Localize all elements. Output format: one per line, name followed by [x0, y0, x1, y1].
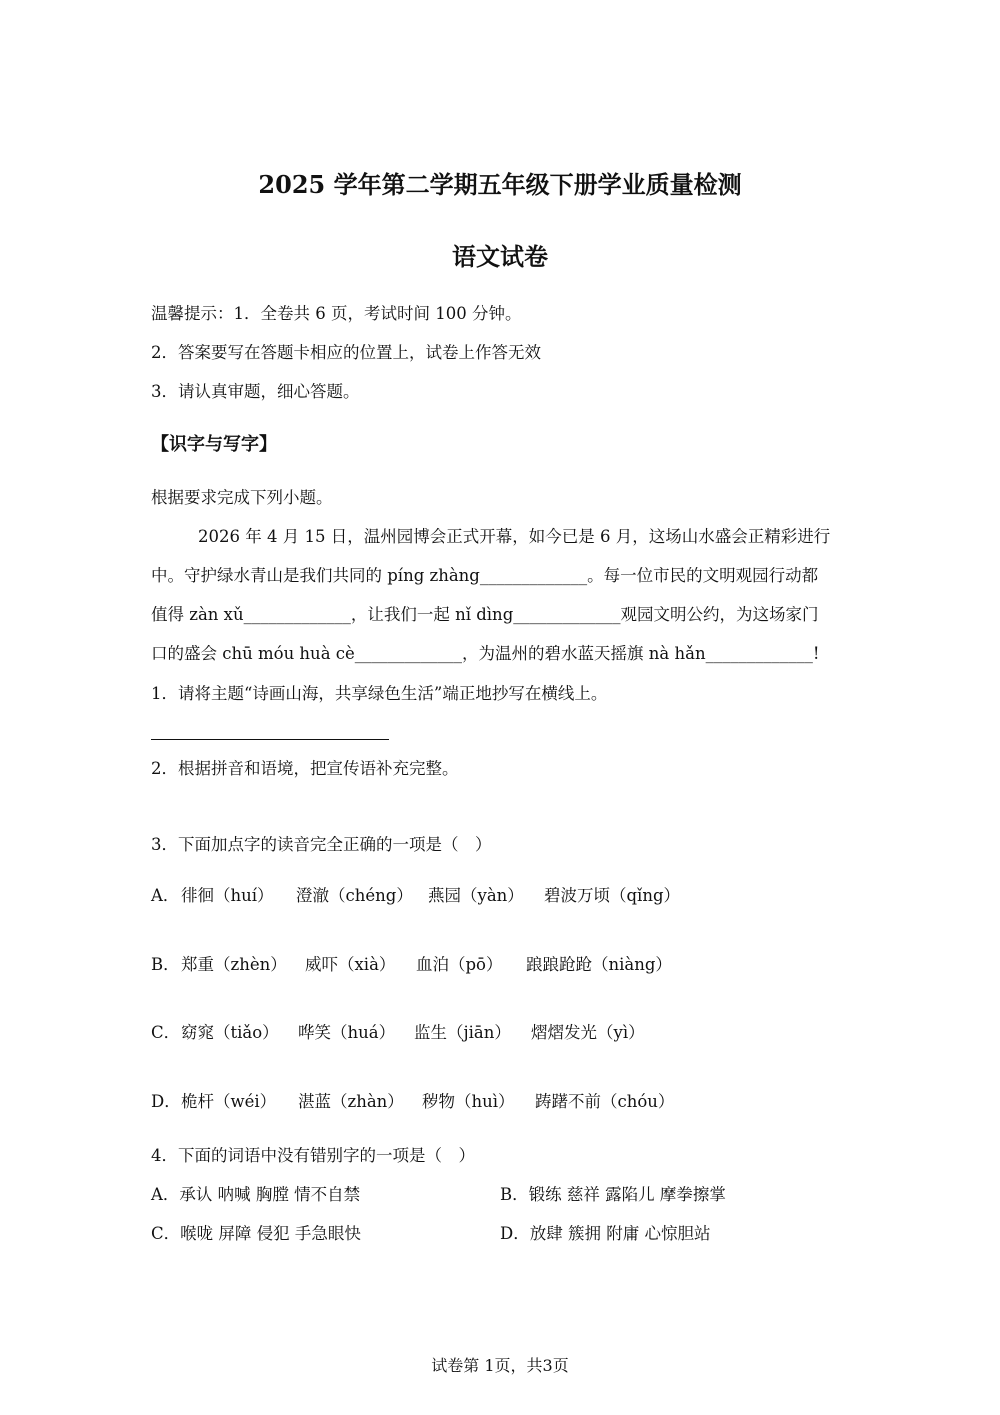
- exam-subtitle: 语文试卷: [452, 242, 548, 271]
- q3-option-b-item-4: 踉踉跄跄（niàng）: [526, 955, 672, 974]
- question-4: 4．下面的词语中没有错别字的一项是（ ）: [151, 1146, 475, 1165]
- passage-line-4: 口的盛会 chū móu huà cè_____________，为温州的碧水蓝天摇旗 nà hǎn_____________!: [151, 644, 820, 663]
- notice-line-2: 2．答案要写在答题卡相应的位置上，试卷上作答无效: [151, 343, 541, 362]
- q4-option-d: D．放肆 簇拥 附庸 心惊胆站: [500, 1224, 711, 1243]
- exam-title: 2025 学年第二学期五年级下册学业质量检测: [258, 170, 742, 199]
- q3-option-d-item-2: 湛蓝（zhàn）: [298, 1092, 404, 1111]
- q3-option-b-label: B．: [151, 955, 180, 974]
- notice-line-3: 3．请认真审题，细心答题。: [151, 382, 360, 401]
- section-heading: 【识字与写字】: [151, 434, 277, 455]
- q3-option-c-item-3: 监生（jiān）: [414, 1023, 511, 1042]
- passage-line-1: 2026 年 4 月 15 日，温州园博会正式开幕，如今已是 6 月，这场山水盛会正精彩进行: [198, 527, 831, 546]
- q3-option-b-item-2: 威吓（xià）: [305, 955, 396, 974]
- q4-option-a: A．承认 呐喊 胸膛 情不自禁: [151, 1185, 361, 1204]
- q3-option-a-item-1: 徘徊（huí）: [181, 886, 274, 905]
- q3-option-d-label: D．: [151, 1092, 181, 1111]
- q3-option-c-item-1: 窈窕（tiǎo）: [181, 1023, 279, 1042]
- page-footer: 试卷第 1页，共3页: [431, 1356, 569, 1375]
- q3-option-a-item-2: 澄澈（chéng）: [296, 886, 413, 905]
- q3-option-b-item-3: 血泊（pō）: [416, 955, 503, 974]
- section-intro: 根据要求完成下列小题。: [151, 488, 333, 507]
- passage-line-3: 值得 zàn xǔ_____________，让我们一起 nǐ dìng_____________观园文明公约，为这场家门: [151, 605, 819, 624]
- q3-option-a-label: A．: [151, 886, 180, 905]
- q3-option-a-item-3: 燕园（yàn）: [428, 886, 524, 905]
- q3-option-a-item-4: 碧波万顷（qǐng）: [544, 886, 681, 905]
- q3-option-d-item-4: 踌躇不前（chóu）: [535, 1092, 675, 1111]
- notice-line-1: 温馨提示：1．全卷共 6 页，考试时间 100 分钟。: [151, 304, 522, 323]
- q3-option-c-item-4: 熠熠发光（yì）: [531, 1023, 645, 1042]
- q3-option-d-item-3: 秽物（huì）: [422, 1092, 515, 1111]
- answer-line: [151, 739, 389, 740]
- question-1: 1．请将主题“诗画山海，共享绿色生活”端正地抄写在横线上。: [151, 684, 608, 703]
- passage-line-2: 中。守护绿水青山是我们共同的 píng zhàng_____________。每一位市民的文明观园行动都: [151, 566, 819, 585]
- q3-option-b-item-1: 郑重（zhèn）: [181, 955, 287, 974]
- q3-option-d-item-1: 桅杆（wéi）: [181, 1092, 277, 1111]
- q3-option-c-item-2: 哗笑（huá）: [298, 1023, 396, 1042]
- q4-option-c: C．喉咙 屏障 侵犯 手急眼快: [151, 1224, 361, 1243]
- question-2: 2．根据拼音和语境，把宣传语补充完整。: [151, 759, 459, 778]
- question-3: 3．下面加点字的读音完全正确的一项是（ ）: [151, 835, 492, 854]
- q4-option-b: B．锻练 慈祥 露陷儿 摩拳擦掌: [500, 1185, 726, 1204]
- q3-option-c-label: C．: [151, 1023, 181, 1042]
